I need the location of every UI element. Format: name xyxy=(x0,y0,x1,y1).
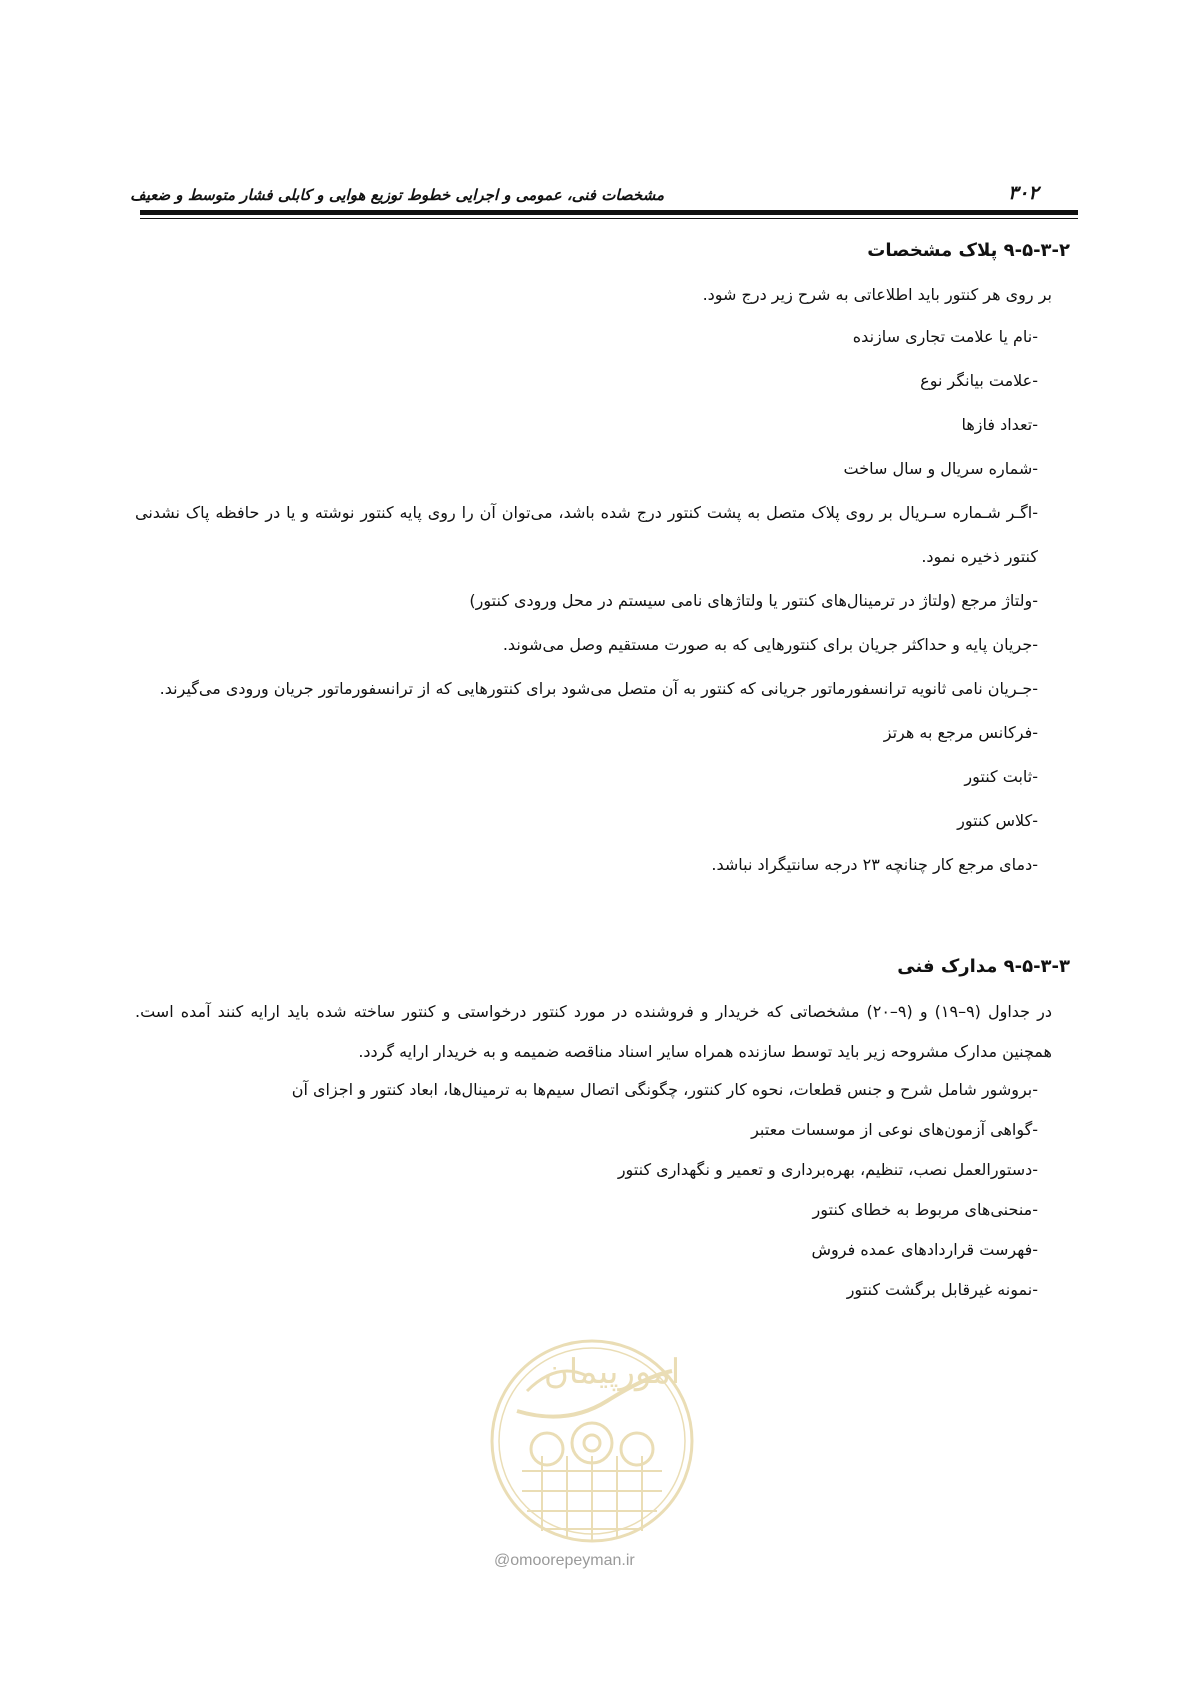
list-item: -فهرست قراردادهای عمده فروش xyxy=(811,1240,1038,1259)
header-rule-thin xyxy=(140,218,1078,219)
watermark-logo xyxy=(487,1331,697,1571)
list-item: -دمای مرجع کار چنانچه ۲۳ درجه سانتیگراد نباشد. xyxy=(711,855,1038,874)
watermark-logo-text: امورپیمان xyxy=(543,1352,681,1392)
list-item: -جـریان نامی ثانویه ترانسفورماتور جریانی که کنتور به آن متصل می‌شود برای کنتورهایی که از ترانسفورماتور جریان ورودی می‌گیرند. xyxy=(159,679,1038,698)
list-item: -علامت بیانگر نوع xyxy=(920,371,1038,390)
documents-list xyxy=(135,1070,1038,1310)
list-item: -شماره سریال و سال ساخت xyxy=(843,459,1038,478)
spec-list xyxy=(135,315,1038,887)
section-intro: در جداول (۹–۱۹) و (۹–۲۰) مشخصاتی که خریدار و فروشنده در مورد کنتور درخواستی و کنتور ساخته شده باید ارایه کنند آمده است. همچنین مدارک مشروحه زیر باید توسط سازنده همراه سایر اسناد مناقصه ضمیمه و به خریدار ارایه گردد. xyxy=(135,1002,1053,1061)
page-number: ۳۰۲ xyxy=(1008,182,1039,204)
list-item: -منحنی‌های مربوط به خطای کنتور xyxy=(812,1200,1038,1219)
list-item: -فرکانس مرجع به هرتز xyxy=(883,723,1038,742)
list-item: -کلاس کنتور xyxy=(957,811,1038,830)
section-technical-docs xyxy=(135,954,1070,1310)
section-intro: بر روی هر کنتور باید اطلاعاتی به شرح زیر درج شود. xyxy=(702,285,1052,304)
section-title: ۹-۵-۳-۲ پلاک مشخصات xyxy=(867,240,1070,261)
list-item: -بروشور شامل شرح و جنس قطعات، نحوه کار کنتور، چگونگی اتصال سیم‌ها به ترمینال‌ها، ابعاد کنتور و اجزای آن xyxy=(291,1080,1038,1099)
list-item: -اگـر شـماره سـریال بر روی پلاک متصل به پشت کنتور درج شده باشد، می‌توان آن را روی پایه کنتور نوشته و یا در حافظه پاک نشدنی کنتور ذخیره نمود. xyxy=(135,503,1038,566)
list-item: -نمونه غیرقابل برگشت کنتور xyxy=(846,1280,1038,1299)
list-item: -دستورالعمل نصب، تنظیم، بهره‌برداری و تعمیر و نگهداری کنتور xyxy=(617,1160,1038,1179)
list-item: -گواهی آزمون‌های نوعی از موسسات معتبر xyxy=(751,1120,1038,1139)
section-plate-specs xyxy=(135,238,1070,887)
list-item: -تعداد فازها xyxy=(961,415,1038,434)
list-item: -نام یا علامت تجاری سازنده xyxy=(852,327,1038,346)
section-title: ۹-۵-۳-۳ مدارک فنی xyxy=(897,956,1070,977)
header-rule xyxy=(140,210,1078,215)
list-item: -ولتاژ مرجع (ولتاژ در ترمینال‌های کنتور یا ولتاژهای نامی سیستم در محل ورودی کنتور) xyxy=(469,591,1038,610)
list-item: -جریان پایه و حداکثر جریان برای کنتورهایی که به صورت مستقیم وصل می‌شوند. xyxy=(502,635,1038,654)
list-item: -ثابت کنتور xyxy=(964,767,1038,786)
watermark-url: @omoorepeyman.ir xyxy=(494,1552,635,1569)
running-header: مشخصات فنی، عمومی و اجرایی خطوط توزیع هوایی و کابلی فشار متوسط و ضعیف xyxy=(130,186,664,204)
